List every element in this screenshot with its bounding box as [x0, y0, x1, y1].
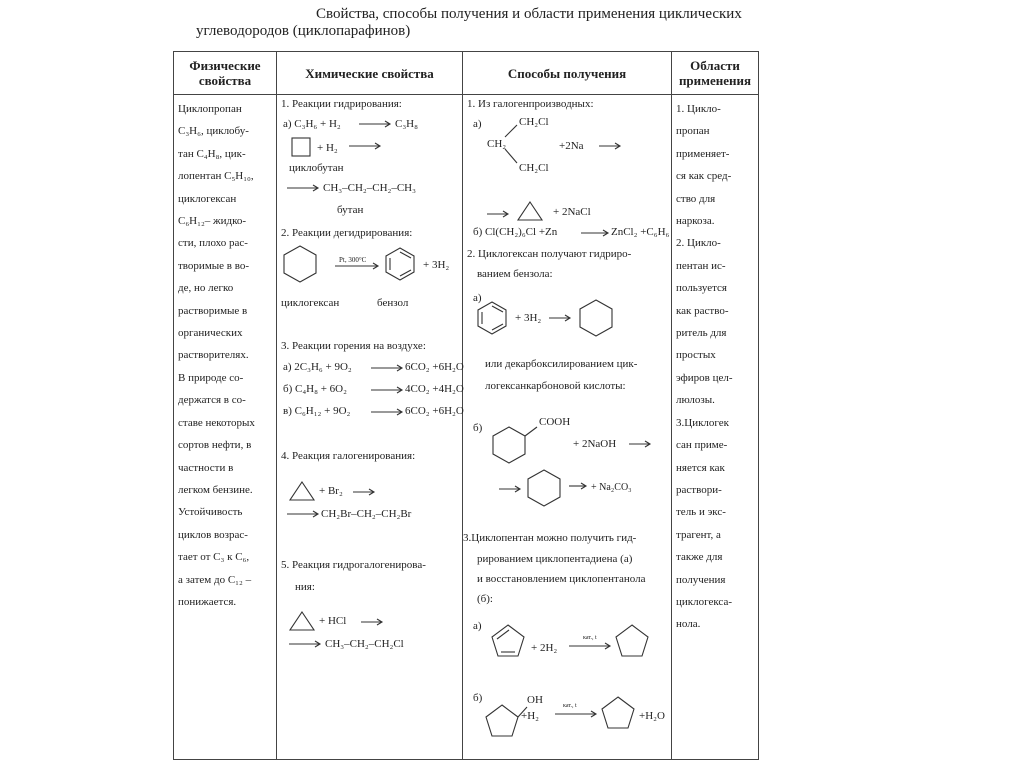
combustion-eq-c-left: в) С₆Н₁₂ + 9О₂ [283, 405, 351, 417]
physical-line: В природе со- [178, 371, 244, 384]
physical-line: Циклопропан [178, 103, 242, 115]
chloropropane-formula: СН₃–СН₂–СН₂Cl [325, 638, 404, 650]
benzene-ring-icon [477, 301, 507, 335]
hydrohalogenation-heading-1: 5. Реакция гидрогалогенирова- [281, 559, 426, 571]
applications-line: трагент, а [676, 528, 721, 541]
cooh-group: COOH [539, 416, 571, 428]
applications-line: также для [676, 551, 723, 564]
cyclobutane-square-icon [291, 137, 311, 157]
physical-line: тает от С₃ к С₆, [178, 551, 250, 564]
method-cyclopentane-line-4: (б): [477, 593, 493, 605]
method-a3-label: а) [473, 620, 482, 632]
cyclohexane-ring-icon [527, 469, 561, 507]
physical-cell [174, 95, 277, 760]
method-cyclopentane-line-2: рированием циклопентадиена (а) [477, 553, 633, 565]
applications-line: эфиров цел- [676, 371, 733, 384]
methods-cell [463, 95, 672, 760]
method-plus-2na: +2Na [559, 140, 584, 152]
physical-text [174, 95, 276, 613]
applications-line: применяет- [676, 147, 730, 160]
method-plus-h2: +Н₂ [521, 710, 539, 722]
dibromopropane-formula: СН₂Br–СН₂–СН₂Br [321, 508, 412, 520]
cyclohexane-label: циклогексан [281, 297, 340, 309]
cyclopropane-triangle-icon [289, 481, 315, 501]
title-line-2: углеводородов (циклопарафинов) [196, 23, 411, 39]
dehydrogenation-heading: 2. Реакции дегидрирования: [281, 227, 413, 239]
combustion-eq-a-left: а) 2С₃Н₆ + 9О₂ [283, 361, 352, 373]
applications-line: ритель для [676, 327, 727, 340]
method-plus-3h2: + 3Н₂ [515, 312, 542, 324]
applications-line: простых [676, 349, 716, 362]
physical-line: сти, плохо рас- [178, 237, 248, 250]
reaction-arrow-icon [287, 183, 321, 193]
dehydrogenation-plus-3h2: + 3Н₂ [423, 259, 450, 271]
hydrogenation-heading: 1. Реакции гидрирования: [281, 98, 402, 110]
cyclohexane-ring-icon [283, 245, 317, 283]
applications-line: циклогекса- [676, 595, 732, 608]
physical-line: органических [178, 327, 243, 340]
reaction-arrow-icon [353, 487, 377, 497]
physical-line: лопентан С₅Н₁₀, [178, 170, 254, 183]
header-methods: Способы получения [463, 52, 672, 95]
applications-line: пропан [676, 125, 710, 138]
applications-line: тель и экс- [676, 506, 726, 519]
method-cyclopentane-line-1: 3.Циклопентан можно получить гид- [463, 532, 637, 544]
physical-line: С₃Н₆, циклобу- [178, 125, 249, 138]
physical-line: растворимые в [178, 304, 248, 317]
reaction-arrow-icon [569, 481, 589, 491]
header-chemical: Химические свойства [277, 52, 463, 95]
dichloro-middle: CH₂ [487, 138, 507, 150]
applications-text [672, 95, 758, 636]
page-title [196, 6, 796, 40]
reaction-arrow-icon [371, 385, 405, 395]
hydrohalogenation-heading-2: ния: [295, 581, 315, 593]
physical-line: понижается. [178, 595, 237, 608]
combustion-eq-b-left: б) С₄Н₈ + 6О₂ [283, 383, 347, 395]
chemical-cell [277, 95, 463, 760]
reaction-arrow-icon [555, 709, 599, 719]
oh-group: OH [527, 694, 543, 706]
physical-line: держатся в со- [178, 394, 246, 407]
physical-line: С₆Н₁₂– жидко- [178, 215, 247, 228]
reaction-arrow-icon [569, 641, 613, 651]
physical-line: циклов возрас- [178, 528, 248, 541]
cyclopentadiene-ring-icon [489, 623, 527, 659]
applications-line: 2. Цикло- [676, 237, 721, 250]
applications-line: получения [676, 573, 726, 586]
cyclopentane-ring-icon [599, 695, 637, 731]
physical-line: де, но легко [178, 282, 234, 295]
physical-line: сортов нефти, в [178, 439, 252, 452]
hydrohalogenation-plus-hcl: + HCl [319, 615, 347, 627]
cyclobutane-label: циклобутан [289, 162, 344, 174]
physical-line: творимые в во- [178, 259, 250, 272]
reaction-arrow-icon [287, 509, 321, 519]
reaction-arrow-icon [289, 639, 323, 649]
reaction-arrow-icon [361, 617, 385, 627]
dichloro-bottom: CH₂Cl [519, 162, 549, 174]
applications-line: наркоза. [676, 215, 715, 228]
body-row [174, 95, 759, 760]
physical-line: легком бензине. [178, 483, 253, 496]
dichloro-top: CH₂Cl [519, 116, 549, 128]
catalyst-b: кат., t [563, 703, 577, 709]
applications-line: сан приме- [676, 439, 728, 452]
cyclopropane-triangle-icon [517, 201, 543, 221]
combustion-eq-c-right: 6СО₂ +6Н₂О [405, 405, 464, 417]
applications-cell [672, 95, 759, 760]
physical-line: частности в [178, 461, 234, 474]
physical-line: Устойчивость [178, 506, 243, 519]
butane-label: бутан [337, 204, 364, 216]
cyclopropane-triangle-icon [289, 611, 315, 631]
dehydrogenation-catalyst: Pt, 300°C [339, 256, 367, 264]
title-line-1: Свойства, способы получения и области применения циклических [316, 6, 742, 22]
benzene-ring-icon [385, 247, 415, 281]
halogenation-heading: 4. Реакция галогенирования: [281, 450, 416, 462]
applications-line: пентан ис- [676, 259, 726, 272]
reaction-arrow-icon [599, 141, 623, 151]
reaction-arrow-icon [549, 313, 573, 323]
physical-line: ставе некоторых [178, 416, 255, 429]
catalyst-a: кат., t [583, 635, 597, 641]
method-b2-label: б) [473, 422, 483, 434]
reaction-arrow-icon [499, 484, 523, 494]
reaction-arrow-icon [359, 119, 393, 129]
method-plus-2h2: + 2Н₂ [531, 642, 558, 654]
reaction-arrow-icon [371, 407, 405, 417]
applications-line: нола. [676, 618, 701, 631]
method-cyclohexane-line-2: ванием бензола: [477, 268, 553, 280]
cyclopentane-ring-icon [613, 623, 651, 659]
header-applications: Области применения [672, 52, 759, 95]
method-plus-2naoh: + 2NaOH [573, 438, 617, 450]
physical-line: а затем до С₁₂ – [178, 573, 252, 586]
method-b-eq-right: ZnCl₂ +С₆Н₆ [611, 226, 670, 238]
method-plus-na2co3: + Na₂CO₃ [591, 482, 632, 493]
applications-line: ство для [676, 192, 716, 205]
applications-line: раствори- [676, 483, 722, 496]
butane-formula: СН₃–СН₂–СН₂–СН₃ [323, 182, 416, 194]
method-cyclohexane-line-1: 2. Циклогексан получают гидриро- [467, 248, 632, 260]
decarboxylation-line-2: логексанкарбоновой кислоты: [485, 380, 626, 392]
applications-line: люлозы. [676, 394, 715, 407]
combustion-eq-a-right: 6СО₂ +6Н₂О [405, 361, 464, 373]
physical-line: растворителях. [178, 349, 249, 362]
halogenation-plus-br2: + Br₂ [319, 485, 343, 497]
hydrogenation-plus-h2: + Н₂ [317, 142, 338, 154]
applications-line: няется как [676, 461, 725, 474]
reaction-arrow-icon [629, 439, 653, 449]
method-plus-h2o: +Н₂О [639, 710, 665, 722]
header-physical: Физические свойства [174, 52, 277, 95]
properties-table [173, 51, 759, 760]
method-cyclopentane-line-3: и восстановлением циклопентанола [477, 573, 646, 585]
reaction-arrow-icon [371, 363, 405, 373]
combustion-eq-b-right: 4СО₂ +4Н₂О [405, 383, 464, 395]
reaction-arrow-icon [349, 141, 383, 151]
bond-lines [499, 123, 559, 167]
reaction-arrow-icon [581, 228, 611, 238]
method-b3-label: б) [473, 692, 483, 704]
applications-line: 1. Цикло- [676, 103, 721, 115]
method-a2-label: а) [473, 292, 482, 304]
reaction-arrow-icon [487, 209, 511, 219]
decarboxylation-line-1: или декарбоксилированием цик- [485, 358, 638, 370]
reaction-arrow-icon [335, 261, 381, 271]
method-halogen-heading: 1. Из галогенпроизводных: [467, 98, 594, 110]
method-plus-2nacl: + 2NaCl [553, 206, 591, 218]
cyclohexane-ring-icon [579, 299, 613, 337]
physical-line: тан С₄Н₈, цик- [178, 147, 246, 160]
header-row [174, 52, 759, 95]
combustion-heading: 3. Реакции горения на воздухе: [281, 340, 426, 352]
method-b-eq-left: б) Cl(CH₂)₆Cl +Zn [473, 226, 558, 238]
applications-line: пользуется [676, 282, 727, 295]
applications-line: 3.Циклогек [676, 416, 730, 429]
benzene-label: бензол [377, 297, 409, 309]
hydrogenation-eq-a-right: С₃Н₈ [395, 118, 418, 130]
applications-line: ся как сред- [676, 170, 732, 183]
applications-line: как раство- [676, 304, 729, 317]
hydrogenation-eq-a-left: а) С₃Н₆ + Н₂ [283, 118, 341, 130]
method-a-label: а) [473, 118, 482, 130]
physical-line: циклогексан [178, 192, 237, 205]
